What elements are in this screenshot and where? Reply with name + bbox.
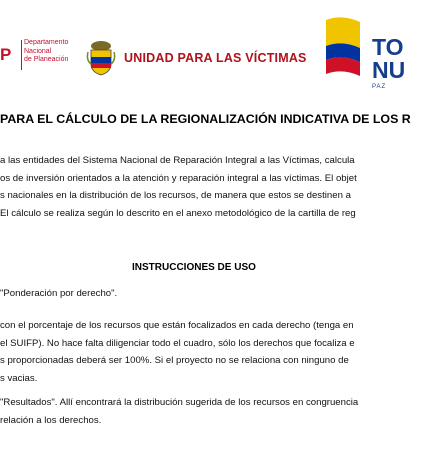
instruction-line: s proporcionadas deberá ser 100%. Si el proyecto no se relaciona con ninguno de: [0, 355, 349, 366]
instruction-line: "Ponderación por derecho".: [0, 288, 118, 299]
intro-line: s nacionales en la distribución de los recursos, de manera que estos se destinen a: [0, 190, 351, 201]
document-title: PARA EL CÁLCULO DE LA REGIONALIZACIÓN INDICATIVA DE LOS R: [0, 112, 411, 126]
unidad-victimas-logo: [86, 40, 306, 76]
intro-line: os de inversión orientados a la atención y reparación integral a las víctimas. El objet: [0, 172, 357, 184]
unidad-victimas-name: UNIDAD PARA LAS VÍCTIMAS: [124, 51, 307, 65]
dnp-logo-text: Departamento Nacional de Planeación: [24, 39, 69, 63]
instructions-heading: INSTRUCCIONES DE USO: [132, 262, 256, 273]
instruction-step-2: [0, 317, 430, 387]
instruction-line: "Resultados". Allí encontrará la distribución sugerida de los recursos en congruencia: [0, 397, 359, 408]
dnp-divider: [21, 40, 22, 70]
instruction-step-3: [0, 394, 430, 429]
svg-text:P: P: [0, 45, 12, 64]
tp-logo-line1: TO: [372, 34, 404, 60]
intro-line: a las entidades del Sistema Nacional de Reparación Integral a las Víctimas, calcula: [0, 155, 355, 166]
instruction-line: el SUIFP). No hace falta diligenciar todo el cuadro, sólo los derechos que focaliza e: [0, 337, 355, 349]
intro-paragraph: [0, 152, 430, 222]
colombia-coat-of-arms-icon: [86, 40, 116, 76]
todos-por-un-nuevo-pais-logo: [320, 12, 406, 92]
dnp-logo: [0, 38, 72, 74]
instruction-step-1: [0, 285, 430, 303]
instruction-line: relación a los derechos.: [0, 414, 102, 426]
tp-logo-line2: NU: [372, 57, 406, 83]
tp-logo-tagline: PAZ: [372, 84, 387, 90]
instruction-line: con el porcentaje de los recursos que están focalizados en cada derecho (tenga en: [0, 320, 354, 331]
intro-line: El cálculo se realiza según lo descrito en el anexo metodológico de la cartilla de reg: [0, 207, 356, 219]
colombia-flag-swoosh-icon: [320, 12, 372, 92]
instruction-line: s vacias.: [0, 372, 38, 384]
dnp-logo-mark: [0, 42, 20, 66]
